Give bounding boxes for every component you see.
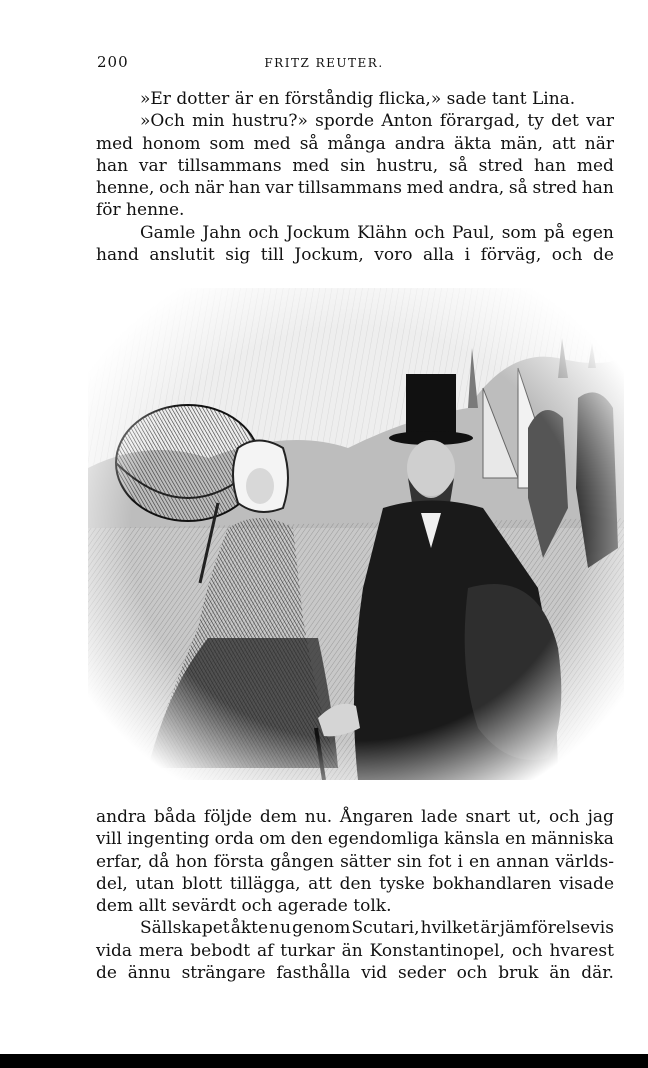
text-line: med honom som med så många andra äkta män, att när xyxy=(96,133,614,154)
text-line: hand anslutit sig till Jockum, voro alla i förväg, och de xyxy=(96,245,614,266)
text-block-bottom xyxy=(96,806,614,984)
text-line: »Er dotter är en förståndig flicka,» sade tant Lina. xyxy=(140,89,576,109)
text-line: »Och min hustru?» sporde Anton förargad, ty det var xyxy=(140,111,614,132)
text-line: Gamle Jahn och Jockum Klähn och Paul, som på egen xyxy=(140,222,614,243)
text-line: han var tillsammans med sin hustru, så stred han med xyxy=(96,155,614,176)
page-number: 200 xyxy=(97,53,129,71)
text-line: henne, och när han var tillsammans med andra, så stred han xyxy=(96,178,614,199)
text-line: andra båda följde dem nu. Ångaren lade snart ut, och jag xyxy=(96,807,614,827)
running-head: FRITZ REUTER. xyxy=(264,56,384,70)
text-line: vida mera bebodt af turkar än Konstantinopel, och hvarest xyxy=(96,940,614,961)
scan-border xyxy=(0,1054,648,1068)
text-block-top xyxy=(96,88,614,266)
text-line: erfar, då hon första gången sätter sin fot i en annan världs- xyxy=(96,851,614,872)
text-line: del, utan blott tillägga, att den tyske bokhandlaren visade xyxy=(96,873,614,894)
text-line: dem allt sevärdt och agerade tolk. xyxy=(96,896,392,917)
text-line: Sällskapet åkte nu genom Scutari, hvilket är jämförelsevis xyxy=(140,918,614,939)
text-line: för henne. xyxy=(96,200,185,221)
engraving-illustration xyxy=(88,288,624,780)
text-line: vill ingenting orda om den egendomliga känsla en människa xyxy=(96,829,614,850)
text-line: de ännu strängare fasthålla vid seder och bruk än där. xyxy=(96,963,614,984)
